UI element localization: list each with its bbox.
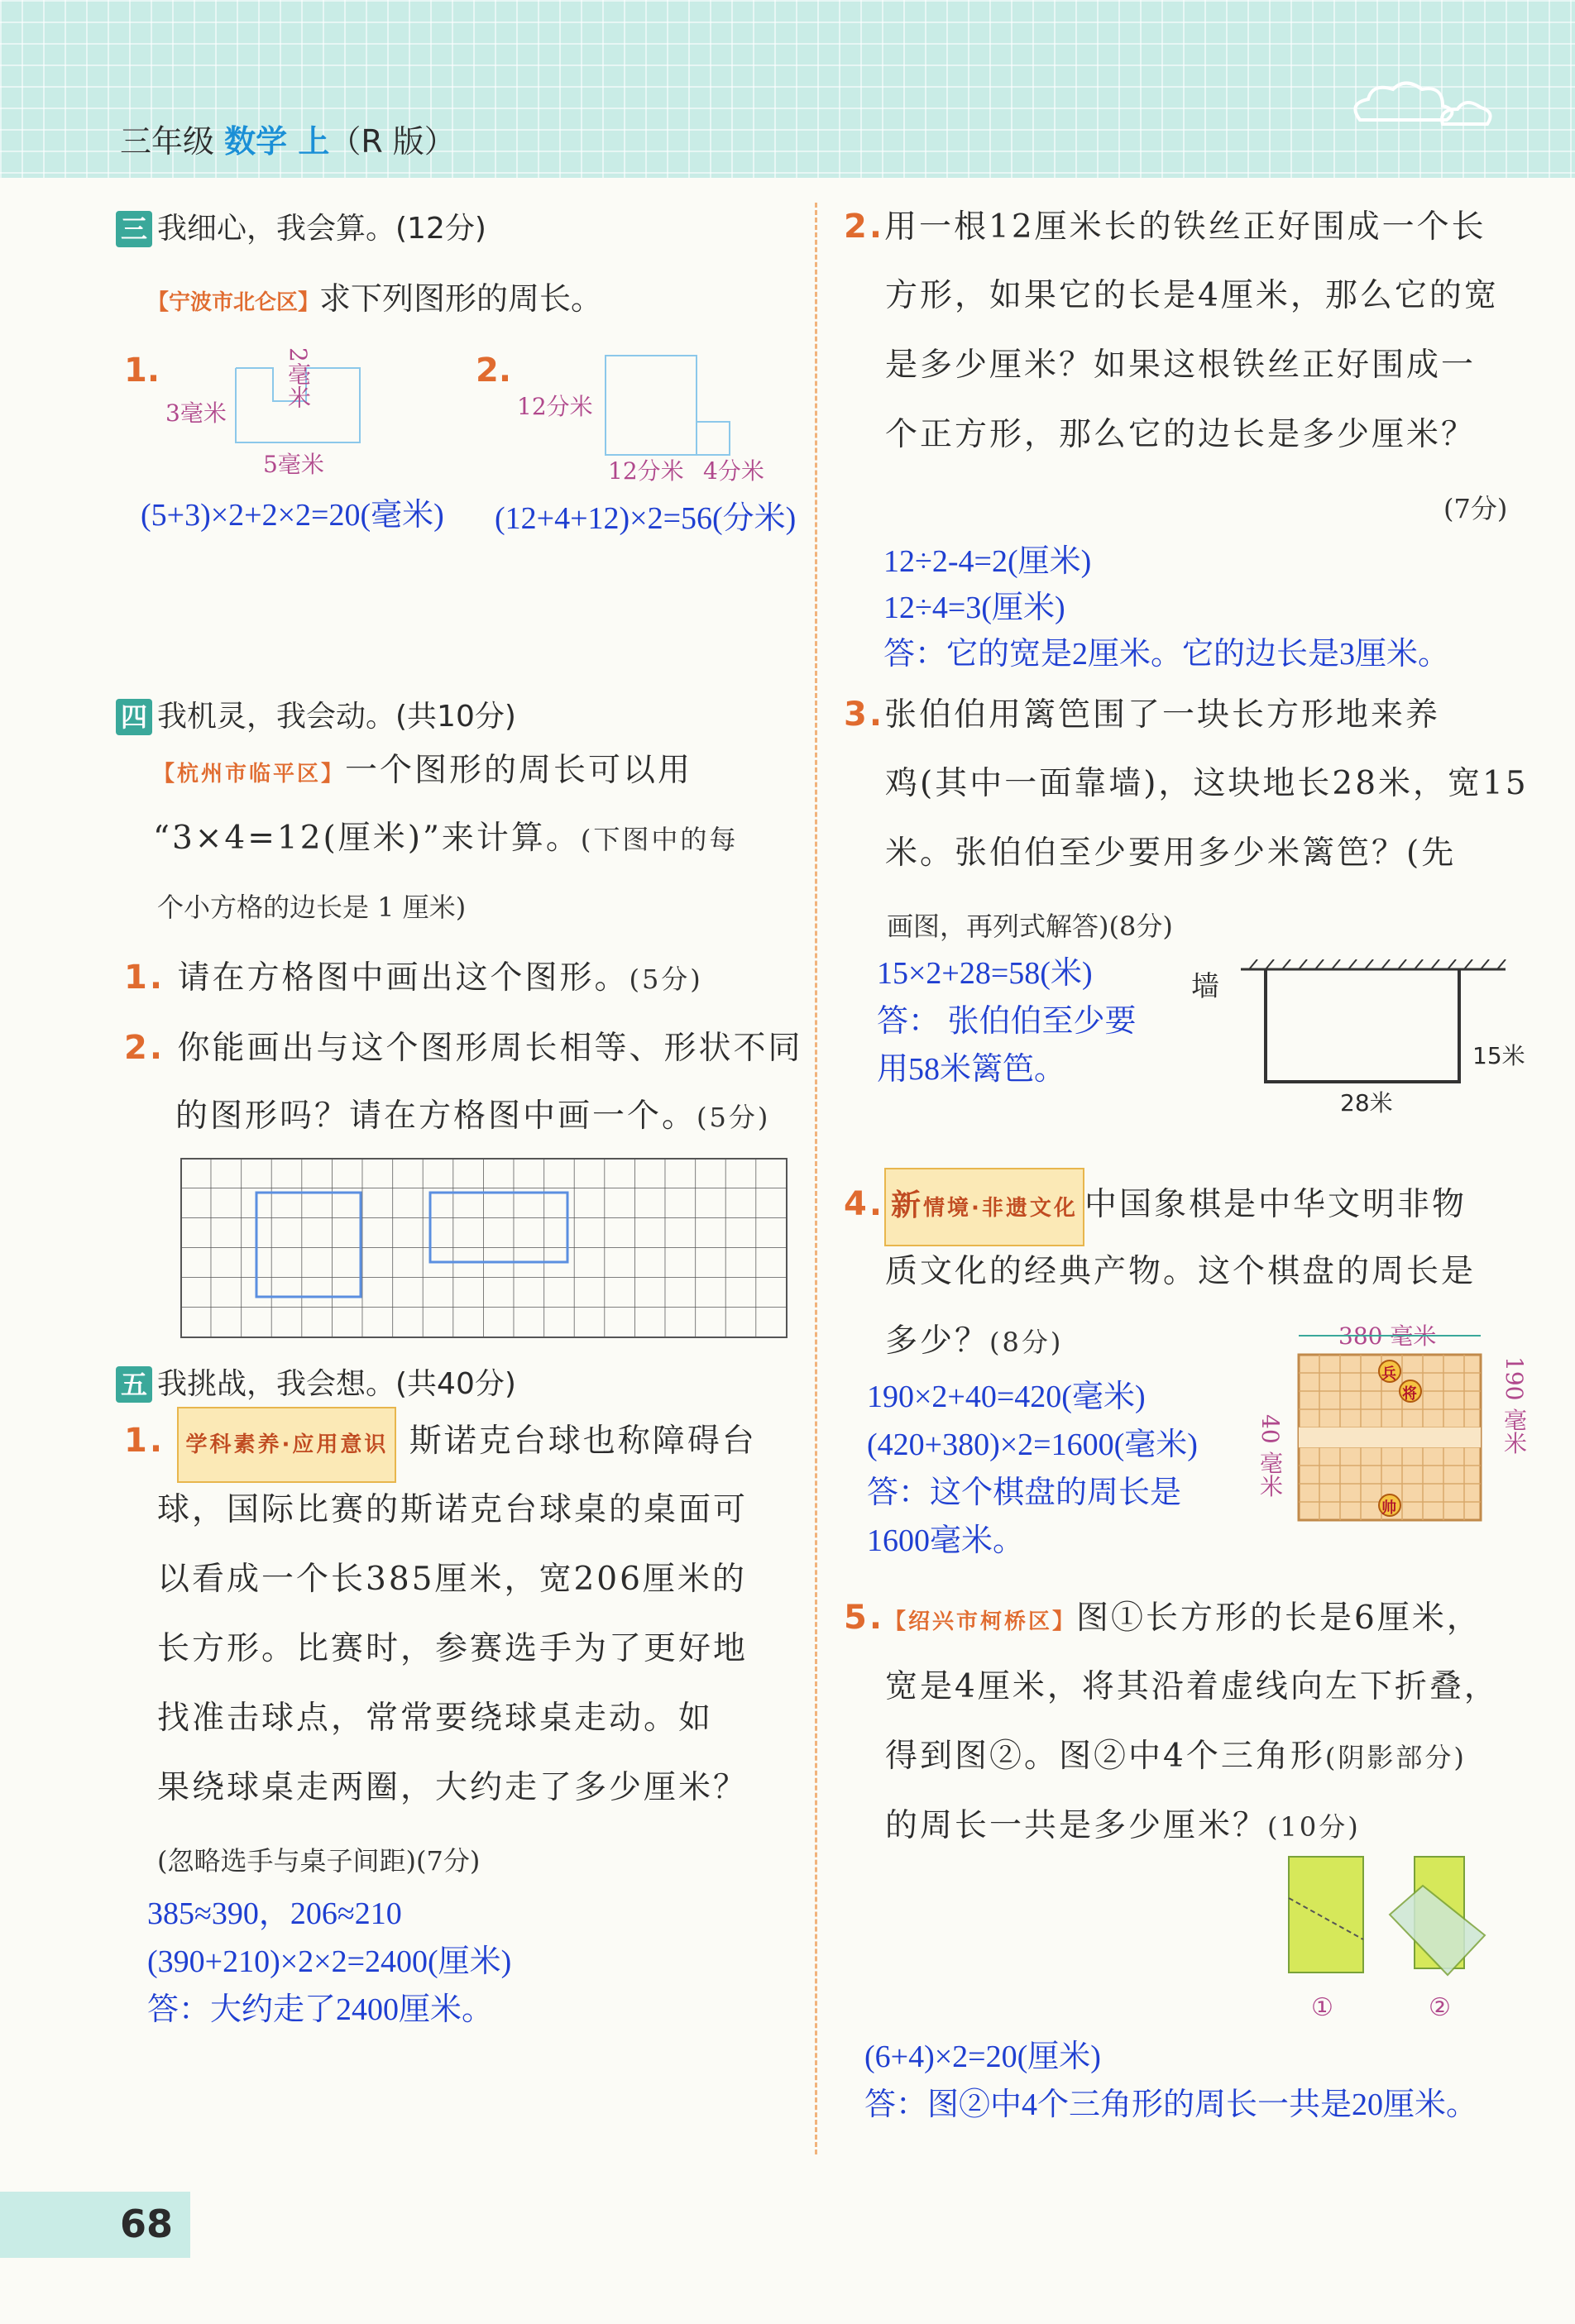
chess-piece-soldier: 兵 [1381, 1365, 1396, 1383]
edition-label: （R 版） [329, 123, 456, 160]
q1-answer: (5+3)×2+2×2=20(毫米) [141, 498, 444, 533]
q5-text-line: 图①长方形的长是6厘米， [1076, 1600, 1482, 1637]
chess-piece-marshal: 帅 [1381, 1499, 1396, 1517]
page-header [0, 0, 1575, 178]
section-4-prompt-1 [153, 736, 692, 809]
section-5-badge: 五 [116, 1366, 152, 1403]
board-dim-left: 40 毫米 [1257, 1414, 1284, 1498]
prompt-line-2: “3×4=12(厘米)”来计算。 [153, 820, 581, 857]
q4-number: 4. [844, 1185, 885, 1223]
section-3-title: 我细心，我会算。(12分) [157, 212, 486, 246]
q1-note: (忽略选手与桌子间距)(7分) [157, 1845, 481, 1877]
q1-number: 1. [124, 959, 165, 997]
q2-line-2: 的图形吗？请在方格图中画一个。 [175, 1097, 697, 1135]
q4-score: (8分) [989, 1327, 1064, 1358]
section-4-q2 [124, 1013, 802, 1083]
subject-label: 数学 上 [224, 123, 330, 160]
q3-text-line: 张伯伯用篱笆围了一块长方形地来养 [884, 696, 1441, 734]
tag-rest: 情境·非遗文化 [923, 1196, 1078, 1221]
q5-text-line: 宽是4厘米，将其沿着虚线向左下折叠， [885, 1668, 1499, 1705]
region-tag: 【杭州市临平区】 [153, 762, 346, 787]
q2-label-bottom-1: 12分米 [608, 457, 684, 485]
section-4-q2-line2 [175, 1082, 770, 1152]
section-4-heading [116, 693, 516, 735]
r-q4-line-1 [844, 1168, 1467, 1246]
q3-text-line: 鸡(其中一面靠墙)，这块地长28米，宽15 [885, 765, 1529, 802]
board-dim-right: 190 毫米 [1501, 1356, 1528, 1455]
q2-answer-line: 12÷2-4=2(厘米) [883, 544, 1092, 579]
q1-answer-line: 答：大约走了2400厘米。 [147, 1992, 494, 2027]
q4-text-line: 中国象棋是中华文明非物 [1084, 1186, 1467, 1223]
q2-score: (5分) [697, 1102, 771, 1133]
literacy-tag: 学科素养·应用意识 [177, 1407, 396, 1483]
q2-text-line: 方形，如果它的长是4厘米，那么它的宽 [885, 277, 1499, 314]
prompt-text: 求下列图形的周长。 [319, 280, 603, 317]
r-q2-line-1 [844, 192, 1486, 262]
section-3-prompt [147, 273, 602, 318]
q5-number: 5. [844, 1599, 885, 1637]
q3-note: 画图，再列式解答)(8分) [887, 911, 1173, 942]
q2-answer-line: 12÷4=3(厘米) [883, 591, 1065, 625]
section-4-q1 [124, 943, 703, 1014]
page-number-box [0, 2192, 190, 2258]
r-q4-line-3 [885, 1307, 1063, 1377]
column-divider [815, 203, 817, 2154]
q4-text-line: 多少？ [885, 1322, 990, 1360]
q2-text-line: 个正方形，那么它的边长是多少厘米？ [885, 416, 1477, 453]
q3-answer-line: 15×2+28=58(米) [877, 956, 1093, 991]
width-label: 15米 [1472, 1042, 1525, 1069]
prompt-note-1: (下图中的每 [580, 824, 739, 855]
q1-label-left: 3毫米 [165, 399, 227, 427]
figure-2-label: ② [1429, 1993, 1451, 2022]
q3-answer-line: 答： 张伯伯至少要 [877, 1004, 1137, 1039]
figure-1-label: ① [1311, 1993, 1333, 2022]
board-dim-top: 380 毫米 [1338, 1322, 1437, 1350]
q2-line-1: 你能画出与这个图形周长相等、形状不同 [177, 1030, 803, 1067]
book-title [120, 116, 456, 161]
q2-number: 2. [844, 208, 885, 246]
chessboard [1295, 1332, 1493, 1522]
q2-number: 2. [476, 351, 512, 390]
section-3-badge: 三 [116, 211, 152, 247]
q2-text-line: 是多少厘米？如果这根铁丝正好围成一 [885, 347, 1477, 384]
tag-new: 新 [891, 1188, 924, 1222]
q3-text-line: 米。张伯伯至少要用多少米篱笆？(先 [885, 834, 1457, 872]
section-3-heading [116, 205, 486, 247]
q2-label-bottom-2: 4分米 [703, 457, 764, 485]
q1-text-line: 以看成一个长385厘米，宽206厘米的 [157, 1561, 747, 1598]
q2-label-left: 12分米 [517, 393, 593, 420]
q1-text-line: 球，国际比赛的斯诺克台球桌的桌面可 [157, 1491, 749, 1528]
culture-tag [884, 1168, 1084, 1246]
prompt-note-2: 个小方格的边长是 1 厘米) [157, 892, 467, 923]
q1-score: (5分) [629, 964, 703, 995]
r-q5-line-4 [885, 1791, 1361, 1862]
q1-number: 1. [124, 1422, 165, 1460]
q3-answer-line: 用58米篱笆。 [877, 1052, 1066, 1087]
page-number: 68 [120, 2202, 174, 2246]
section-4-prompt-2 [153, 804, 738, 874]
grid-drawing-area[interactable] [180, 1158, 789, 1338]
prompt-line-1: 一个图形的周长可以用 [345, 752, 693, 789]
region-tag: 【绍兴市柯桥区】 [884, 1609, 1077, 1634]
r-q5-line-1 [844, 1583, 1482, 1657]
section-4-badge: 四 [116, 699, 152, 735]
q5-answer-line: (6+4)×2=20(厘米) [864, 2039, 1101, 2074]
q1-label-top: 2毫米 [285, 347, 312, 409]
q2-text-line: 用一根12厘米长的铁丝正好围成一个长 [884, 208, 1486, 246]
q2-answer: (12+4+12)×2=56(分米) [495, 501, 797, 536]
wall-label: 墙 [1191, 970, 1219, 1003]
q3-number: 3. [844, 696, 885, 734]
grade-label: 三年级 [120, 123, 225, 160]
q2-score: (7分) [1443, 493, 1508, 524]
s5-q1-line-1 [124, 1406, 757, 1483]
q4-answer-line: 答：这个棋盘的周长是 [867, 1475, 1182, 1510]
q5-answer-line: 答：图②中4个三角形的周长一共是20厘米。 [864, 2087, 1478, 2122]
q4-answer-line: 1600毫米。 [867, 1523, 1025, 1558]
q5-text-line: 的周长一共是多少厘米？ [885, 1807, 1268, 1844]
q1-answer-line: 385≈390，206≈210 [147, 1896, 402, 1931]
q1-number: 1. [124, 351, 160, 390]
q1-text: 请在方格图中画出这个图形。 [177, 959, 630, 997]
q1-answer-line: (390+210)×2×2=2400(厘米) [147, 1944, 512, 1979]
fence-diagram [1241, 959, 1514, 1092]
r-q5-line-3 [885, 1722, 1467, 1792]
q4-text-line: 质文化的经典产物。这个棋盘的周长是 [885, 1253, 1477, 1290]
section-5-title: 我挑战，我会想。(共40分) [157, 1367, 516, 1401]
q4-answer-line: 190×2+40=420(毫米) [867, 1380, 1146, 1414]
q5-note: (阴影部分) [1324, 1742, 1467, 1773]
q1-text-line: 找准击球点，常常要绕球桌走动。如 [157, 1700, 714, 1737]
cloud-icon [1343, 79, 1501, 136]
q5-text-line: 得到图②。图②中4个三角形 [885, 1738, 1325, 1775]
q1-text-line: 长方形。比赛时，参赛选手为了更好地 [157, 1630, 749, 1667]
q2-answer-line: 答：它的宽是2厘米。它的边长是3厘米。 [883, 637, 1450, 672]
q5-score: (10分) [1267, 1811, 1361, 1843]
fold-figures [1282, 1853, 1497, 1993]
chess-piece-general: 将 [1402, 1385, 1417, 1403]
region-tag: 【宁波市北仑区】 [147, 290, 320, 315]
length-label: 28米 [1340, 1089, 1393, 1117]
section-5-heading [116, 1360, 516, 1403]
r-q3-line-1 [844, 680, 1440, 750]
q2-number: 2. [124, 1029, 165, 1067]
q1-text-line: 斯诺克台球也称障碍台 [409, 1423, 757, 1460]
q4-answer-line: (420+380)×2=1600(毫米) [867, 1427, 1198, 1462]
section-4-title: 我机灵，我会动。(共10分) [157, 700, 516, 734]
q2-figure [596, 347, 778, 463]
q1-label-bottom: 5毫米 [263, 451, 324, 478]
q1-text-line: 果绕球桌走两圈，大约走了多少厘米？ [157, 1769, 749, 1806]
